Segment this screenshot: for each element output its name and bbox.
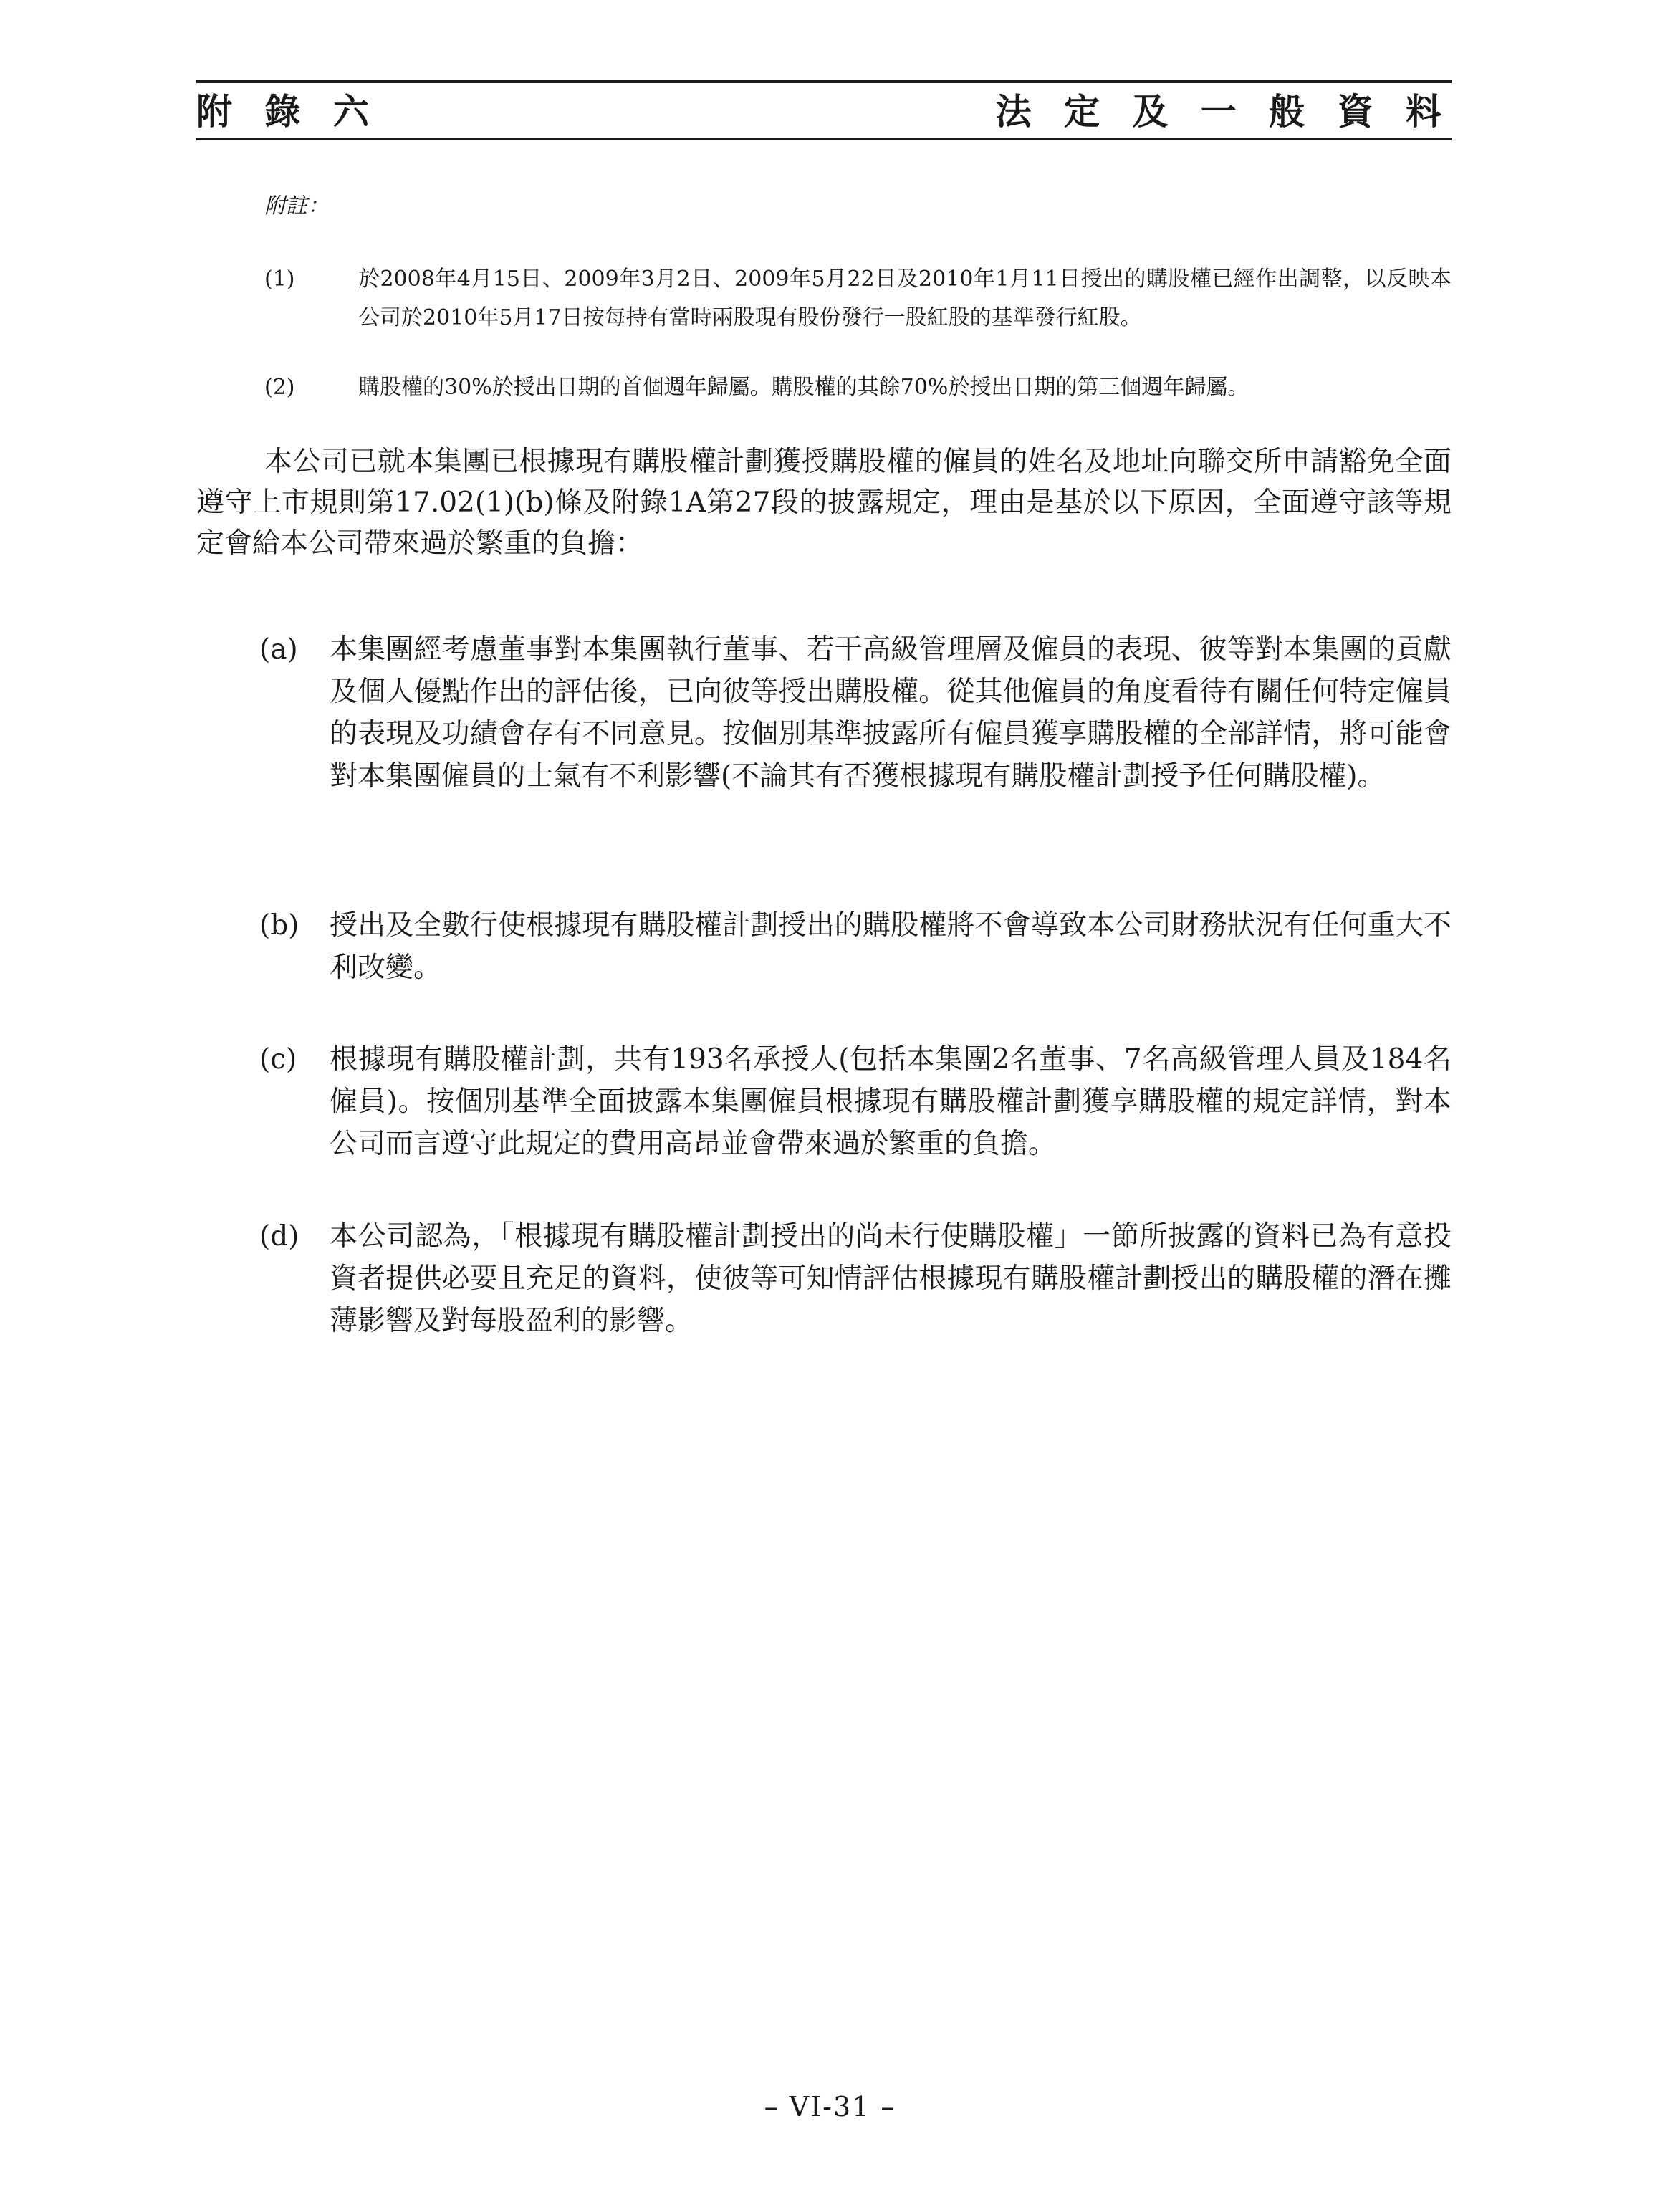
note-text: 購股權的30%於授出日期的首個週年歸屬。購股權的其餘70%於授出日期的第三個週年歸屬。: [358, 375, 1249, 400]
list-item-label: (b): [259, 909, 299, 942]
page-number: – VI-31 –: [764, 2091, 896, 2122]
list-item-text: 根據現有購股權計劃，共有193名承授人(包括本集團2名董事、7名高級管理人員及184名僱員)。按個別基準全面披露本集團僱員根據現有購股權計劃獲享購股權的規定詳情，對本公司而言遵守此規定的費用高昂並會帶來過於繁重的負擔。: [330, 1043, 1452, 1160]
list-item-label: (c): [259, 1043, 297, 1076]
intro-paragraph: 本公司已就本集團已根據現有購股權計劃獲授購股權的僱員的姓名及地址向聯交所申請豁免全面遵守上市規則第17.02(1)(b)條及附錄1A第27段的披露規定，理由是基於以下原因，全面遵守該等規定會給本公司帶來過於繁重的負擔：: [196, 446, 1452, 560]
header-top-rule: [196, 80, 1452, 83]
note-number: (2): [264, 375, 295, 400]
list-item-label: (a): [259, 633, 298, 666]
note-number: (1): [264, 267, 295, 292]
list-item-c: [259, 1038, 1452, 1165]
list-item-a: [259, 628, 1452, 798]
list-item-label: (d): [259, 1220, 299, 1253]
notes-label: 附註：: [264, 193, 329, 219]
list-item-text: 本公司認為，「根據現有購股權計劃授出的尚未行使購股權」一節所披露的資料已為有意投資者提供必要且充足的資料，使彼等可知情評估根據現有購股權計劃授出的購股權的潛在攤薄影響及對每股盈利的影響。: [330, 1220, 1452, 1337]
header-bottom-rule: [196, 138, 1452, 140]
section-title: 法 定 及 一 般 資 料: [995, 90, 1452, 133]
note-text: 於2008年4月15日、2009年3月2日、2009年5月22日及2010年1月11日授出的購股權已經作出調整，以反映本公司於2010年5月17日按每持有當時兩股現有股份發行一股紅股的基準發行紅股。: [358, 267, 1452, 330]
list-item-d: [259, 1215, 1452, 1342]
list-item-text: 本集團經考慮董事對本集團執行董事、若干高級管理層及僱員的表現、彼等對本集團的貢獻及個人優點作出的評估後，已向彼等授出購股權。從其他僱員的角度看待有關任何特定僱員的表現及功績會存有不同意見。按個別基準披露所有僱員獲享購股權的全部詳情，將可能會對本集團僱員的士氣有不利影響(不論其有否獲根據現有購股權計劃授予任何購股權)。: [330, 633, 1452, 793]
list-item-b: [259, 904, 1452, 989]
note-item: [264, 260, 1452, 337]
list-item-text: 授出及全數行使根據現有購股權計劃授出的購股權將不會導致本公司財務狀況有任何重大不利改變。: [330, 909, 1452, 984]
appendix-title: 附 錄 六: [196, 90, 379, 133]
note-item: [264, 368, 1452, 407]
